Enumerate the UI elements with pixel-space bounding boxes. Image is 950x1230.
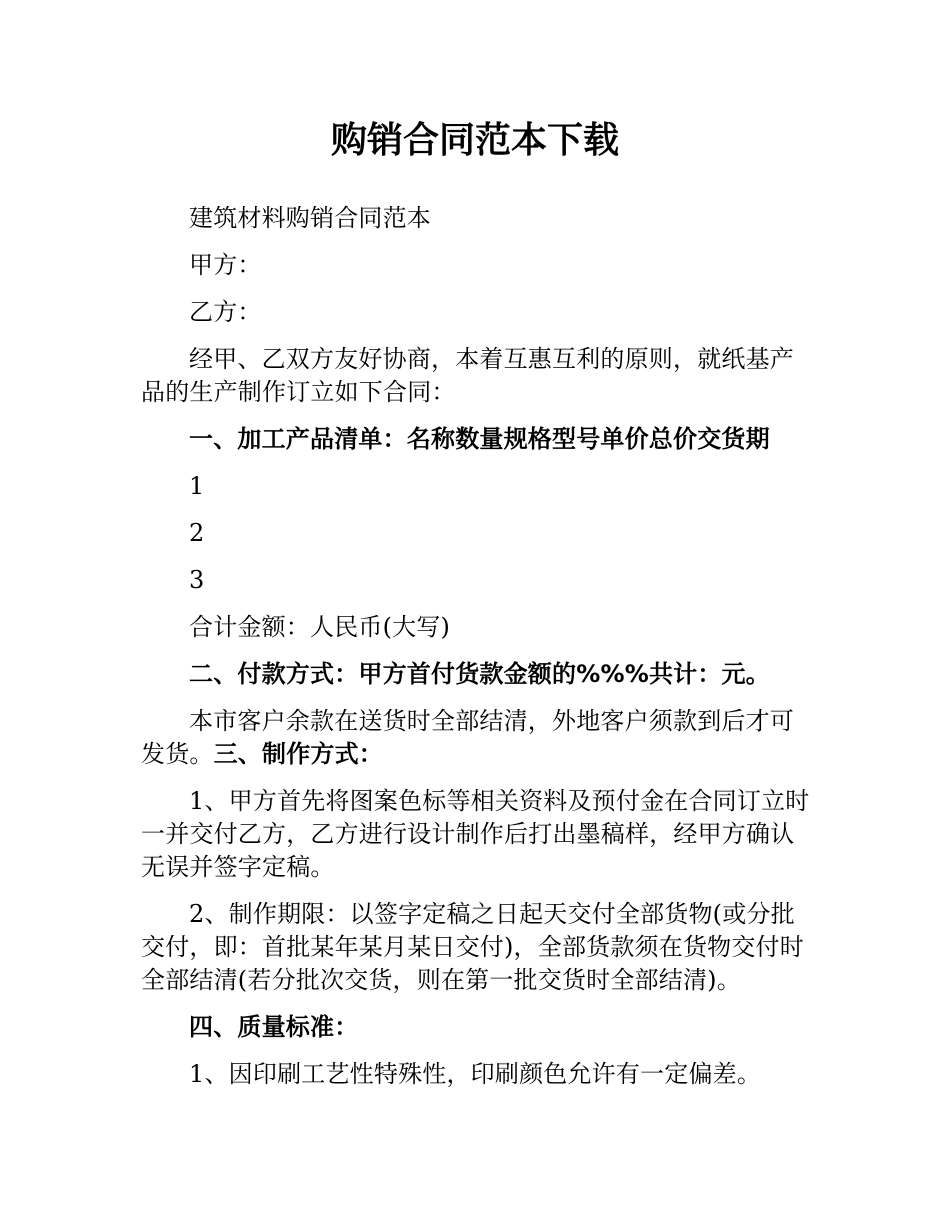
intro-paragraph: 经甲、乙双方友好协商，本着互惠互利的原则，就纸基产品的生产制作订立如下合同：: [141, 345, 794, 406]
payment-note-text: 本市客户余款在送货时全部结清，外地客户须款到后才可发货。: [141, 707, 794, 768]
section-heading-products: 一、加工产品清单：名称数量规格型号单价总价交货期: [189, 425, 770, 453]
document-title: 购销合同范本下载: [330, 120, 619, 161]
clause-1-paragraph: 1、甲方首先将图案色标等相关资料及预付金在合同订立时一并交付乙方，乙方进行设计制作后打出墨稿样，经甲方确认无误并签字定稿。: [141, 787, 810, 881]
list-item: 1: [189, 472, 205, 500]
section-heading-payment: 二、付款方式：甲方首付货款金额的%%%共计：元。: [189, 660, 770, 688]
document-body: [141, 202, 813, 1105]
list-item: 2: [189, 519, 205, 547]
payment-note-paragraph: [141, 705, 813, 771]
contract-subtitle: 建筑材料购销合同范本: [189, 204, 431, 232]
clause-2-paragraph: 2、制作期限：以签字定稿之日起天交付全部货物(或分批交付，即：首批某年某月某日交付)，全部货款须在货物交付时全部结清(若分批次交货，则在第一批交货时全部结清)。: [141, 900, 804, 994]
list-item: 3: [189, 566, 205, 594]
total-amount-line: 合计金额：人民币(大写): [189, 613, 451, 641]
party-a-line: 甲方：: [189, 251, 262, 279]
party-b-line: 乙方：: [189, 298, 262, 326]
section-heading-quality: 四、质量标准：: [189, 1013, 359, 1041]
quality-clause-1: 1、因印刷工艺性特殊性，印刷颜色允许有一定偏差。: [189, 1060, 762, 1088]
section-heading-production: 三、制作方式：: [213, 740, 384, 768]
